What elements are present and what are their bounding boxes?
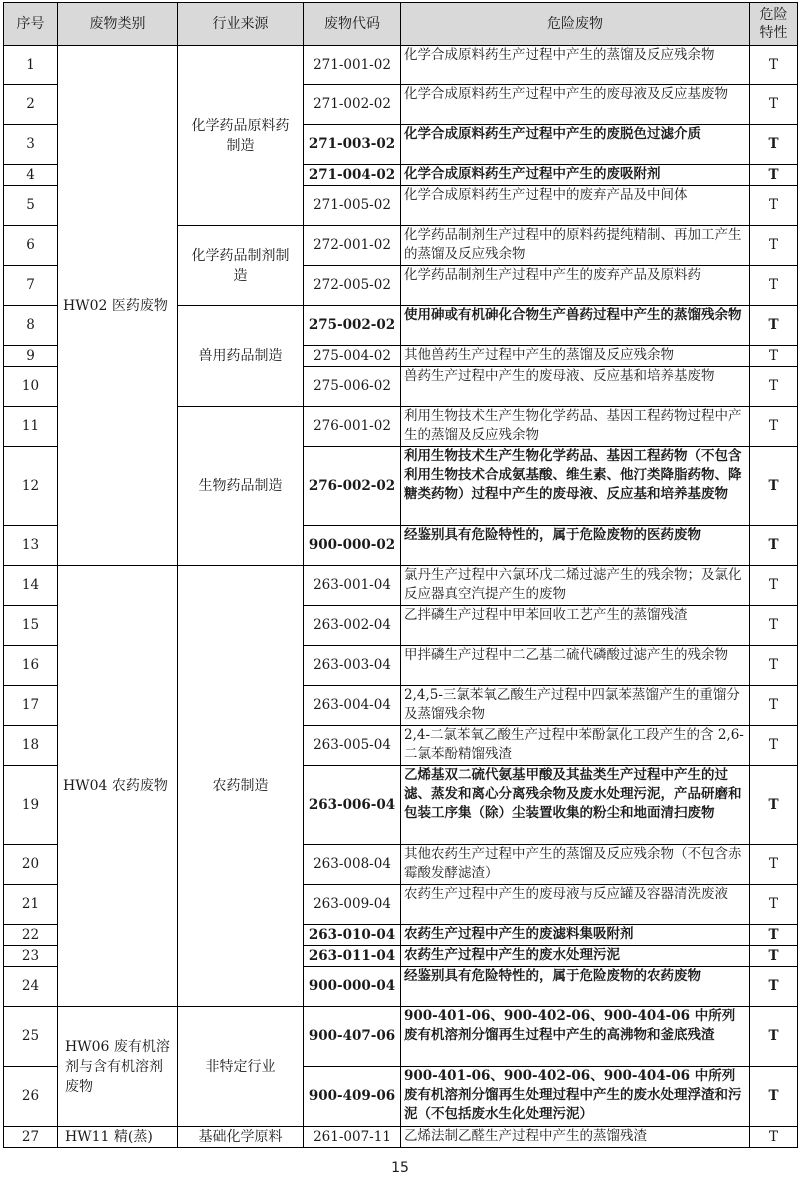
row-index: 5 <box>4 186 58 226</box>
hazard-property: T <box>750 165 798 186</box>
hazard-property: T <box>750 726 798 766</box>
hazard-property: T <box>750 845 798 885</box>
waste-code: 275-004-02 <box>304 346 401 367</box>
row-index: 12 <box>4 447 58 526</box>
waste-description: 化学合成原料药生产过程中的废弃产品及中间体 <box>401 186 750 226</box>
waste-code: 272-001-02 <box>304 226 401 266</box>
industry-biological: 生物药品制造 <box>178 407 304 566</box>
hazard-property: T <box>750 367 798 407</box>
waste-description: 农药生产过程中产生的废水处理污泥 <box>401 946 750 967</box>
hazard-property: T <box>750 266 798 306</box>
hazard-property: T <box>750 646 798 686</box>
hazard-property: T <box>750 1127 798 1148</box>
row-index: 25 <box>4 1007 58 1067</box>
waste-code: 263-011-04 <box>304 946 401 967</box>
hazard-property: T <box>750 946 798 967</box>
category-hw02: HW02 医药废物 <box>58 46 178 566</box>
waste-description: 经鉴别具有危险特性的，属于危险废物的医药废物 <box>401 526 750 566</box>
header-property: 危险特性 <box>750 3 798 46</box>
row-index: 18 <box>4 726 58 766</box>
waste-description: 2,4,5-三氯苯氧乙酸生产过程中四氯苯蒸馏产生的重馏分及蒸馏残余物 <box>401 686 750 726</box>
hazard-property: T <box>750 1007 798 1067</box>
hazard-property: T <box>750 85 798 125</box>
row-index: 11 <box>4 407 58 447</box>
waste-description: 其他农药生产过程中产生的蒸馏及反应残余物（不包含赤霉酸发酵滤渣） <box>401 845 750 885</box>
waste-description: 900-401-06、900-402-06、900-404-06 中所列废有机溶剂分馏再生过程中产生的高沸物和釜底残渣 <box>401 1007 750 1067</box>
waste-description: 化学合成原料药生产过程中产生的废母液及反应基废物 <box>401 85 750 125</box>
hazard-property: T <box>750 885 798 925</box>
industry-basic-chem: 基础化学原料 <box>178 1127 304 1148</box>
hazard-property: T <box>750 686 798 726</box>
table-row <box>4 1127 798 1148</box>
waste-code: 263-005-04 <box>304 726 401 766</box>
header-industry: 行业来源 <box>178 3 304 46</box>
header-waste: 危险废物 <box>401 3 750 46</box>
waste-description: 甲拌磷生产过程中二乙基二硫代磷酸过滤产生的残余物 <box>401 646 750 686</box>
waste-code: 271-001-02 <box>304 46 401 85</box>
waste-description: 乙烯法制乙醛生产过程中产生的蒸馏残渣 <box>401 1127 750 1148</box>
waste-code: 263-004-04 <box>304 686 401 726</box>
waste-description: 化学合成原料药生产过程中产生的蒸馏及反应残余物 <box>401 46 750 85</box>
row-index: 2 <box>4 85 58 125</box>
row-index: 27 <box>4 1127 58 1148</box>
hazard-property: T <box>750 226 798 266</box>
row-index: 21 <box>4 885 58 925</box>
row-index: 6 <box>4 226 58 266</box>
page-number: 15 <box>391 1160 409 1176</box>
waste-description: 乙拌磷生产过程中甲苯回收工艺产生的蒸馏残渣 <box>401 606 750 646</box>
waste-description: 化学合成原料药生产过程中产生的废脱色过滤介质 <box>401 125 750 165</box>
hazard-property: T <box>750 46 798 85</box>
table-header-row <box>4 3 798 46</box>
waste-description: 900-401-06、900-402-06、900-404-06 中所列废有机溶剂分馏再生处理过程中产生的废水处理浮渣和污泥（不包括废水生化处理污泥） <box>401 1067 750 1127</box>
industry-non-specific: 非特定行业 <box>178 1007 304 1127</box>
hazard-property: T <box>750 407 798 447</box>
waste-description: 利用生物技术生产生物化学药品、基因工程药物过程中产生的蒸馏及反应残余物 <box>401 407 750 447</box>
category-hw06: HW06 废有机溶剂与含有机溶剂废物 <box>58 1007 178 1127</box>
waste-code: 271-003-02 <box>304 125 401 165</box>
waste-code: 263-003-04 <box>304 646 401 686</box>
waste-description: 化学药品制剂生产过程中的原料药提纯精制、再加工产生的蒸馏及反应残余物 <box>401 226 750 266</box>
hazard-property: T <box>750 925 798 946</box>
industry-veterinary: 兽用药品制造 <box>178 306 304 407</box>
row-index: 22 <box>4 925 58 946</box>
row-index: 4 <box>4 165 58 186</box>
row-index: 15 <box>4 606 58 646</box>
waste-code: 263-001-04 <box>304 566 401 606</box>
waste-description: 化学药品制剂生产过程中产生的废弃产品及原料药 <box>401 266 750 306</box>
waste-code: 263-008-04 <box>304 845 401 885</box>
row-index: 3 <box>4 125 58 165</box>
row-index: 26 <box>4 1067 58 1127</box>
waste-code: 900-407-06 <box>304 1007 401 1067</box>
waste-code: 263-006-04 <box>304 766 401 845</box>
waste-code: 263-002-04 <box>304 606 401 646</box>
row-index: 23 <box>4 946 58 967</box>
row-index: 19 <box>4 766 58 845</box>
waste-code: 263-010-04 <box>304 925 401 946</box>
waste-description: 其他兽药生产过程中产生的蒸馏及反应残余物 <box>401 346 750 367</box>
table-row <box>4 46 798 85</box>
waste-description: 兽药生产过程中产生的废母液、反应基和培养基废物 <box>401 367 750 407</box>
row-index: 1 <box>4 46 58 85</box>
hazard-property: T <box>750 447 798 526</box>
waste-code: 271-004-02 <box>304 165 401 186</box>
waste-code: 900-000-04 <box>304 967 401 1007</box>
waste-code: 275-002-02 <box>304 306 401 346</box>
table-row <box>4 566 798 606</box>
industry-chem-prep: 化学药品制剂制造 <box>178 226 304 306</box>
waste-code: 276-002-02 <box>304 447 401 526</box>
table-row <box>4 1007 798 1067</box>
waste-code: 261-007-11 <box>304 1127 401 1148</box>
hazard-property: T <box>750 186 798 226</box>
hazard-property: T <box>750 566 798 606</box>
waste-description: 化学合成原料药生产过程中产生的废吸附剂 <box>401 165 750 186</box>
header-category: 废物类别 <box>58 3 178 46</box>
waste-description: 经鉴别具有危险特性的，属于危险废物的农药废物 <box>401 967 750 1007</box>
hazard-property: T <box>750 306 798 346</box>
row-index: 10 <box>4 367 58 407</box>
header-code: 废物代码 <box>304 3 401 46</box>
waste-table-container <box>3 2 797 1148</box>
industry-chem-raw: 化学药品原料药制造 <box>178 46 304 226</box>
row-index: 14 <box>4 566 58 606</box>
waste-code: 271-005-02 <box>304 186 401 226</box>
waste-description: 乙烯基双二硫代氨基甲酸及其盐类生产过程中产生的过滤、蒸发和离心分离残余物及废水处理污泥，产品研磨和包装工序集（除）尘装置收集的粉尘和地面清扫废物 <box>401 766 750 845</box>
waste-description: 2,4-二氯苯氧乙酸生产过程中苯酚氯化工段产生的含 2,6-二氯苯酚精馏残渣 <box>401 726 750 766</box>
hazard-property: T <box>750 967 798 1007</box>
category-hw11: HW11 精(蒸) <box>58 1127 178 1148</box>
header-index: 序号 <box>4 3 58 46</box>
hazard-property: T <box>750 606 798 646</box>
industry-pesticide: 农药制造 <box>178 566 304 1007</box>
waste-code: 900-000-02 <box>304 526 401 566</box>
row-index: 20 <box>4 845 58 885</box>
row-index: 8 <box>4 306 58 346</box>
row-index: 9 <box>4 346 58 367</box>
hazardous-waste-table <box>3 2 798 1148</box>
waste-code: 900-409-06 <box>304 1067 401 1127</box>
row-index: 17 <box>4 686 58 726</box>
row-index: 24 <box>4 967 58 1007</box>
waste-code: 271-002-02 <box>304 85 401 125</box>
hazard-property: T <box>750 125 798 165</box>
category-hw04: HW04 农药废物 <box>58 566 178 1007</box>
waste-code: 263-009-04 <box>304 885 401 925</box>
waste-code: 272-005-02 <box>304 266 401 306</box>
waste-description: 农药生产过程中产生的废滤料集吸附剂 <box>401 925 750 946</box>
waste-description: 氯丹生产过程中六氯环戊二烯过滤产生的残余物；及氯化反应器真空汽提产生的废物 <box>401 566 750 606</box>
row-index: 7 <box>4 266 58 306</box>
hazard-property: T <box>750 526 798 566</box>
hazard-property: T <box>750 1067 798 1127</box>
row-index: 16 <box>4 646 58 686</box>
row-index: 13 <box>4 526 58 566</box>
hazard-property: T <box>750 346 798 367</box>
waste-description: 使用砷或有机砷化合物生产兽药过程中产生的蒸馏残余物 <box>401 306 750 346</box>
waste-code: 275-006-02 <box>304 367 401 407</box>
hazard-property: T <box>750 766 798 845</box>
waste-description: 利用生物技术生产生物化学药品、基因工程药物（不包含利用生物技术合成氨基酸、维生素、他汀类降脂药物、降糖类药物）过程中产生的废母液、反应基和培养基废物 <box>401 447 750 526</box>
waste-code: 276-001-02 <box>304 407 401 447</box>
waste-description: 农药生产过程中产生的废母液与反应罐及容器清洗废液 <box>401 885 750 925</box>
